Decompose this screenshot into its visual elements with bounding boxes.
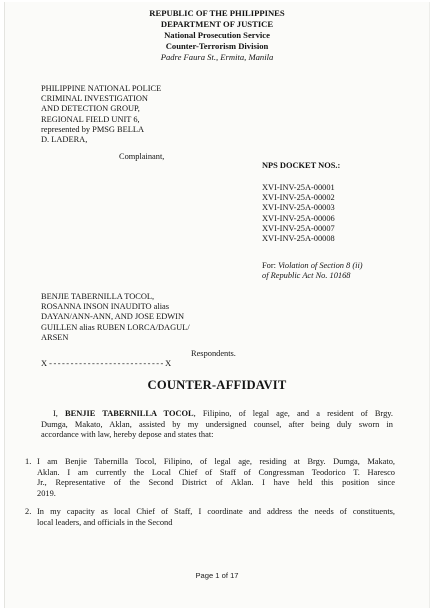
item-number: 1. <box>25 457 32 466</box>
header-division: Counter-Terrorism Division <box>165 41 269 51</box>
complainant-line: D. LADERA, <box>41 135 88 145</box>
paragraph-line: Jr., Representative of the Second District of Aklan. I have held this position since <box>37 478 395 488</box>
complainant-block <box>41 84 241 145</box>
docket-number: XVI-INV-25A-00002 <box>262 193 335 203</box>
intro-line: accordance with law, hereby depose and states that: <box>41 430 214 440</box>
docket-number: XVI-INV-25A-00008 <box>262 234 335 244</box>
intro-line: , Filipino, of legal age, and a resident of Brgy. <box>193 409 393 418</box>
docket-number: XVI-INV-25A-00006 <box>262 213 335 223</box>
header-republic: REPUBLIC OF THE PHILIPPINES <box>149 8 285 18</box>
complainant-line: CRIMINAL INVESTIGATION <box>41 94 148 104</box>
respondent-line: DAYAN/ANN-ANN, AND JOSE EDWIN <box>41 312 184 322</box>
page-number: Page 1 of 17 <box>195 571 239 580</box>
paragraph-line: In my capacity as local Chief of Staff, I coordinate and address the needs of constituents, <box>37 507 395 516</box>
respondent-line: ARSEN <box>41 332 69 342</box>
docket-numbers <box>262 183 335 244</box>
complainant-line: REGIONAL FIELD UNIT 6, <box>41 114 140 124</box>
violation-block <box>262 261 422 281</box>
paragraph-line: 2019. <box>37 488 56 498</box>
header-address: Padre Faura St., Ermita, Manila <box>160 52 274 62</box>
violation-line: of Republic Act No. 10168 <box>262 271 351 281</box>
numbered-paragraph <box>37 457 395 499</box>
affiant-name: BENJIE TABERNILLA TOCOL <box>65 409 194 418</box>
divider-dashes: - - - - - - - - - - - - - - - - - - - - - - - - - - - <box>49 359 163 368</box>
header-service: National Prosecution Service <box>164 30 270 40</box>
complainant-line: PHILIPPINE NATIONAL POLICE <box>41 84 162 93</box>
paragraph-line: I am Benjie Tabernilla Tocol, Filipino, of legal age, residing at Brgy. Dumga, Makato, <box>37 457 395 466</box>
caption-divider <box>41 359 251 369</box>
intro-line: Dumga, Makato, Aklan, assisted by my undersigned counsel, after being duly sworn in <box>41 419 393 429</box>
item-number: 2. <box>25 507 32 516</box>
respondents-block <box>41 292 261 343</box>
paragraph-line: local leaders, and officials in the Second <box>37 517 173 527</box>
for-label: For: <box>262 261 279 270</box>
docket-number: XVI-INV-25A-00003 <box>262 203 335 213</box>
numbered-paragraph <box>37 507 395 528</box>
paragraph-line: Aklan. I am currently the Local Chief of Staff of Congressman Teodorico T. Haresco <box>37 467 395 477</box>
document-page <box>4 2 430 608</box>
intro-prefix: I, <box>53 409 66 418</box>
header-department: DEPARTMENT OF JUSTICE <box>160 19 274 29</box>
complainant-role: Complainant, <box>119 152 165 161</box>
complainant-line: represented by PMSG BELLA <box>41 124 145 134</box>
docket-number: XVI-INV-25A-00007 <box>262 223 335 233</box>
complainant-line: AND DETECTION GROUP, <box>41 104 140 114</box>
respondent-line: ROSANNA INSON INAUDITO alias <box>41 302 170 312</box>
docket-number: XVI-INV-25A-00001 <box>262 183 335 192</box>
divider-x-right: X <box>165 359 172 368</box>
violation-line: Violation of Section 8 (ii) <box>278 261 363 270</box>
divider-x-left: X <box>41 359 48 368</box>
docket-title: NPS DOCKET NOS.: <box>262 161 341 170</box>
intro-paragraph <box>41 409 393 441</box>
respondent-line: BENJIE TABERNILLA TOCOL, <box>41 292 155 301</box>
document-title: COUNTER-AFFIDAVIT <box>147 378 287 392</box>
respondent-line: GUILLEN alias RUBEN LORCA/DAGUL/ <box>41 322 190 332</box>
respondents-role: Respondents. <box>191 349 236 358</box>
